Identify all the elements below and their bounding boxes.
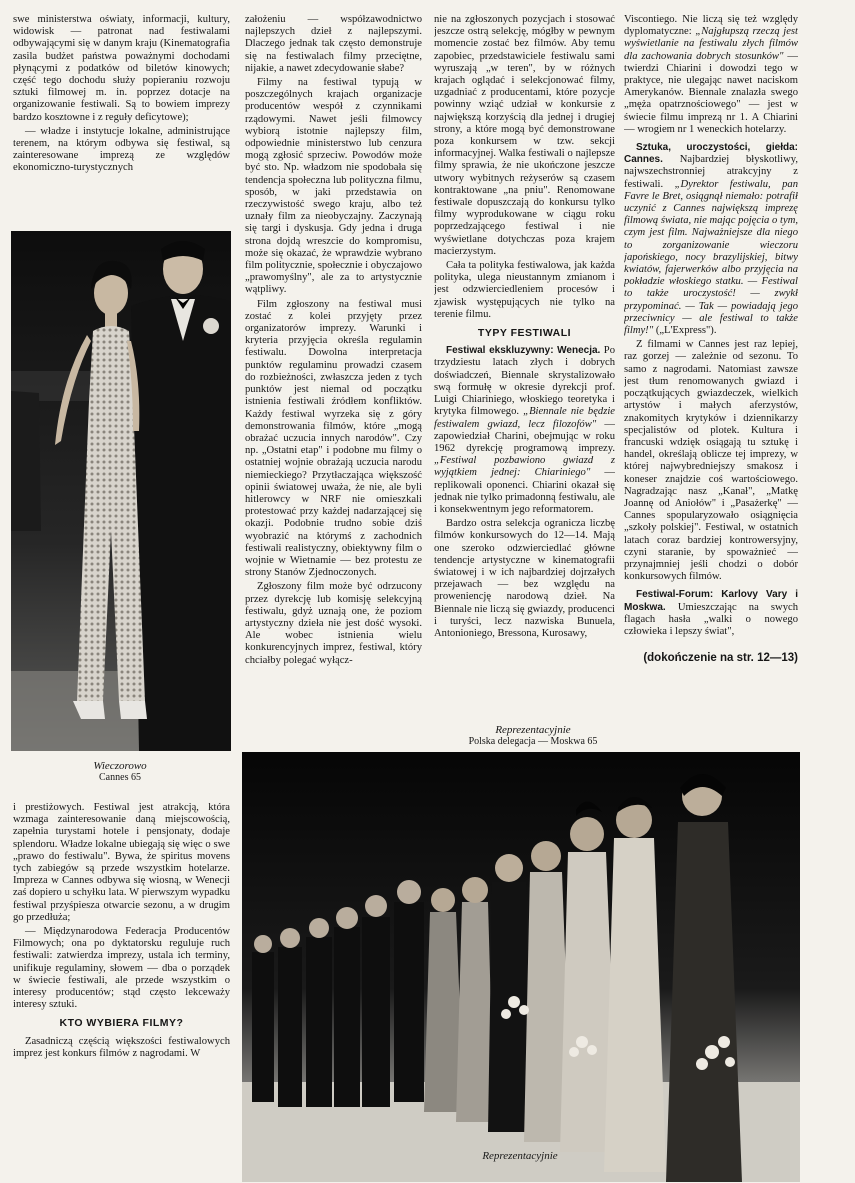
col2-para-1: założeniu — współzawodnictwo najlepszych dzieł z najlepszymi. Dlaczego jednak tak często demonstruje się na festiwalach filmy przeciętne, nijakie, a nawet zdecydowanie słabe?: [245, 14, 422, 74]
caption-delegation-bottom-title: Reprezentacyjnie: [482, 1150, 558, 1162]
col4-para-visconti: [624, 14, 798, 136]
col1-para-2: — władze i instytucje lokalne, administrujące terenem, na którym odbywa się festiwal, są zainteresowane imprezą ze względów ekonomiczno-turystycznych: [13, 125, 230, 174]
col1-bottom-para-1: i prestiżowych. Festiwal jest atrakcją, która wzmaga zainteresowanie daną miejscowością, zapełnia turystami hotele i pensjonaty, dodaje splendoru. Władze lokalne ubiegają się więc o swe „prawo do festiwalu". Bywa, że spiritus movens tych zabiegów są przede wszystkim hotelarze. Impreza w Cannes odbywa się wiosną, w Wenecji zaś dopiero u schyłku lata. W pierwszym wypadku festiwal przyśpiesza otwarcie sezonu, a w drugim go przedłuża;: [13, 802, 230, 923]
col2-para-3: Film zgłoszony na festiwal musi zostać z kolei przyjęty przez organizatorów imprezy. Warunki i kryteria przyjęcia określa regulamin festiwalu. Dowolna interpretacja punktów regulaminu prowadzi czasem do rozbieżności, zwłaszcza jeden z tych punktów jest niemal od początku istnienia festiwali źródłem konfliktów. Każdy festiwal wyrzeka się z góry demonstrowania filmów, które „mogą obrażać uczucia innych narodów". Czy np. „Ostatni etap" i podobne mu filmy o ostatniej wojnie obrażają uczucia narodu niemieckiego? Przytłaczająca większość opinii światowej uważa, że nie, ale byli hitlerowcy w NRF nie omieszkali protestować przy każdej nadarzającej się okazji. Podobnie trudno sobie dziś wyobrazić na którymś z zachodnich festiwali realistyczny, obiektywny film o wojnie w Wietnamie — bez protestu ze strony Stanów Zjednoczonych.: [245, 298, 422, 579]
col3-para-selection: Bardzo ostra selekcja ogranicza liczbę filmów konkursowych do 12—14. Mają one szeroko odzwierciedlać główne tendencje artystyczne w kinematografii światowej i w ich najbardziej dojrzałych przejawach — bez względu na proweniencję narodową dzieł. Na Biennale nie liczą się gwiazdy, producenci i turyści, lecz nazwiska Bunuela, Antonioniego, Bressona, Kurosawy,: [434, 518, 615, 639]
photo-delegation-svg: [242, 752, 800, 1182]
col4-para-films: Z filmami w Cannes jest raz lepiej, raz gorzej — zależnie od sezonu. To samo z nagrodami. Natomiast zawsze jest tłum renomowanych gwiazd i początkujących gwiazdeczek, wielkich artystów i małych aferzystów, znakomitych krytyków i dziennikarzy specjalistów od plotek. Kultura i francuski wdzięk osiągają tu sztukę i handel, określają oblicze tej imprezy, w której najwybredniejszy smakosz i koneser znajdzie coś wartościowego. Nagradzając nasz „Kanał", „Matkę Joannę od Aniołów" i „Pasażerkę" — Cannes spopularyzowało osiągnięcia „szkoły polskiej". Festiwal, w ostatnich latach coraz bardziej kontrowersyjny, czyni staranie, by spoważnieć — przynajmniej jeśli chodzi o dobór konkursowych filmów.: [624, 339, 798, 583]
continuation-note: (dokończenie na str. 12—13): [643, 652, 798, 665]
cannes-quote: „Dyrektor festiwalu, pan Favre le Bret, osiągnął niemało: potrafił uczynić z Cannes największą imprezę filmową świata, nie mając pojęcia o tym, czym jest film. Najważniejsze dla niego to zorganizowanie wieczoru japońskiego, nocy brazylijskiej, bitwy kwiatów, fajerwerków albo przyjęcia na pokładzie włoskiego statku. — Festiwal to także uroczystość! — zwykł przypominać. — Tak — powiadają jego przeciwnicy — ale festiwal to także filmy!": [624, 178, 798, 337]
caption-delegation-sub: Polska delegacja — Moskwa 65: [468, 736, 598, 747]
col4-a-quote: „Najgłupszą rzeczą jest wyświetlanie na festiwalu złych filmów dla zachowania dobrych stosunków": [624, 26, 798, 62]
col2-para-2: Filmy na festiwal typują w poszczególnych krajach organizacje producentów wespół z czynnikami rządowymi. Nawet jeśli filmowcy wybiorą istotnie najlepszy film, odpowiednie ministerstwo lub cenzura mogą zgłosić sprzeciw. Powodów może być sto. Np. władzom nie spodobała się tendencja społeczna lub polityczna filmu, sposób, w jaki przedstawia on rzeczywistość swego kraju, albo też uznały film za nieobyczajny. Zaczynają się targi i dyskusja. Gdy jedna i druga strona dojdą wreszcie do kompromisu, może się okazać, że wprawdzie wybrano film politycznie, społecznie i obyczajowo „prawomyślny", ale za to artystycznie wątpliwy.: [245, 77, 422, 296]
karlovy-lead: Festiwal-Forum: Karlovy Vary i Moskwa.: [624, 589, 798, 613]
caption-evening-title: Wieczorowo: [93, 760, 147, 772]
cannes-lead: Sztuka, uroczystości, giełda: Cannes.: [624, 142, 798, 166]
col1-bottom-para-2: — Międzynarodowa Federacja Producentów Filmowych; ona po dyktatorsku reguluje ruch festiwali: zatwierdza imprezy, ustala ich terminy, unifikuje regulaminy, słowem — dba o porządek w świecie festiwali, ale przede wszystkim o interesy producentów; stąd często lekceważy interesy sztuki.: [13, 926, 230, 1011]
photo-evening-gown: [11, 231, 231, 751]
venice-quote-1: „Biennale nie będzie festiwalem gwiazd, lecz filozofów": [434, 406, 615, 430]
col4-text: [624, 14, 798, 744]
cannes-text-2: („L'Express").: [653, 325, 717, 337]
col1-top-text: [13, 14, 230, 228]
caption-delegation-bottom: [460, 1150, 580, 1162]
col4-a-text-1: Viscontiego. Nie liczą się też względy dyplomatyczne:: [624, 14, 798, 38]
photo-evening-gown-svg: [11, 231, 231, 751]
venice-lead: Festiwal ekskluzywny: Wenecja.: [446, 345, 601, 357]
col3-para-venice: [434, 345, 615, 516]
heading-typy-festiwali: TYPY FESTIWALI: [477, 327, 572, 340]
karlovy-text: Umieszczając na swych flagach hasła „walki o nowego człowieka i lepszy świat",: [624, 601, 798, 637]
col1-bottom-text: [13, 802, 230, 1177]
col1-bottom-para-3: Zasadniczą częścią większości festiwalowych imprez jest konkurs filmów z nagrodami. W: [13, 1035, 230, 1059]
caption-evening-sub: Cannes 65: [99, 772, 141, 783]
caption-delegation-title: Reprezentacyjnie: [495, 724, 571, 736]
col1-para-1: swe ministerstwa oświaty, informacji, kultury, widowisk — patronat nad festiwalami odbywającymi się w danym kraju (Kinematografia zasila budżet państwa poważnymi dochodami płynącymi z podatków od biletów kinowych; część tego dochodu służy popieraniu rozwoju sztuki filmowej m. in. poprzez dotacje na organizowanie festiwali. Są to bowiem imprezy bardzo kosztowne i z reguły deficytowe);: [13, 14, 230, 123]
venice-text-2: — zapowiedział Charini, obejmując w roku 1962 dyrekcję programową imprezy.: [434, 418, 615, 454]
venice-text-3: — replikowali oponenci. Chiarini okazał się jednak nie tylko primadonną festiwalu, ale i konsekwentnym jego reformatorem.: [434, 467, 615, 515]
venice-text-1: Po trzydziestu latach złych i dobrych doświadczeń, Biennale skrystalizowało swą formułę w okresie dyrekcji prof. Luigi Chiariniego, włoskiego teoretyka i krytyka filmowego.: [434, 345, 615, 418]
col2-para-4: Zgłoszony film może być odrzucony przez dyrekcję lub komisję selekcyjną festiwalu, gdyż uznają one, że poziom artystyczny dzieła nie jest dość wysoki. Ale wobec istnienia wielu konkurencyjnych imprez, festiwal, który chciałby polegać wyłącz-: [245, 581, 422, 666]
caption-delegation: [418, 724, 648, 748]
col2-text: [245, 14, 422, 742]
col3-text: [434, 14, 615, 742]
photo-delegation: [242, 752, 800, 1182]
caption-evening: [60, 760, 180, 784]
col3-para-1: nie na zgłoszonych pozycjach i stosować jeszcze ostrą selekcję, mógłby w pewnym momencie zostać bez filmów. Aby temu zapobiec, przedstawiciele festiwalu sami wyruszają „w teren", by w różnych krajach oglądać i selekcjonować filmy, uzgadniać z producentami, które pozycje powinny wziąć udział w konkursie z największą korzyścią dla jednej i drugiej strony, a które mogą być demonstrowane poza konkursem w tzw. sekcji informacyjnej. Walka festiwali o najlepsze filmy sprawia, że nie ukończone jeszcze utwory wybitnych reżyserów są czasem kontraktowane „na pniu". Renomowane festiwale dopuszczają do konkursu tylko filmy wyprodukowane w ciągu roku poprzedzającego festiwal i nie wyświetlane dotychczas poza krajem macierzystym.: [434, 14, 615, 257]
col3-para-2: Cała ta polityka festiwalowa, jak każda polityka, ulega nieustannym zmianom i jest odzwierciedleniem procesów i zjawisk występujących nie tylko na terenie filmu.: [434, 260, 615, 320]
col4-para-karlovy: [624, 589, 798, 638]
col4-para-cannes: [624, 142, 798, 337]
col4-a-text-2: — twierdzi Chiarini i dowodzi tego w praktyce, nie ulegając nawet naciskom Amerykanów. Biennale znalazła swego „męża opatrznościowego" — jest w świecie filmu imprezą nr 1. A Chiarini — wrogiem nr 1 weneckich hotelarzy.: [624, 50, 798, 135]
venice-quote-2: „Festiwal pozbawiono gwiazd z wyjątkiem jednej: Chiariniego": [434, 455, 615, 479]
heading-kto-wybiera: KTO WYBIERA FILMY?: [59, 1017, 184, 1030]
cannes-text-1: Najbardziej błyskotliwy, najwszechstronniej atrakcyjny z festiwali.: [624, 154, 798, 190]
